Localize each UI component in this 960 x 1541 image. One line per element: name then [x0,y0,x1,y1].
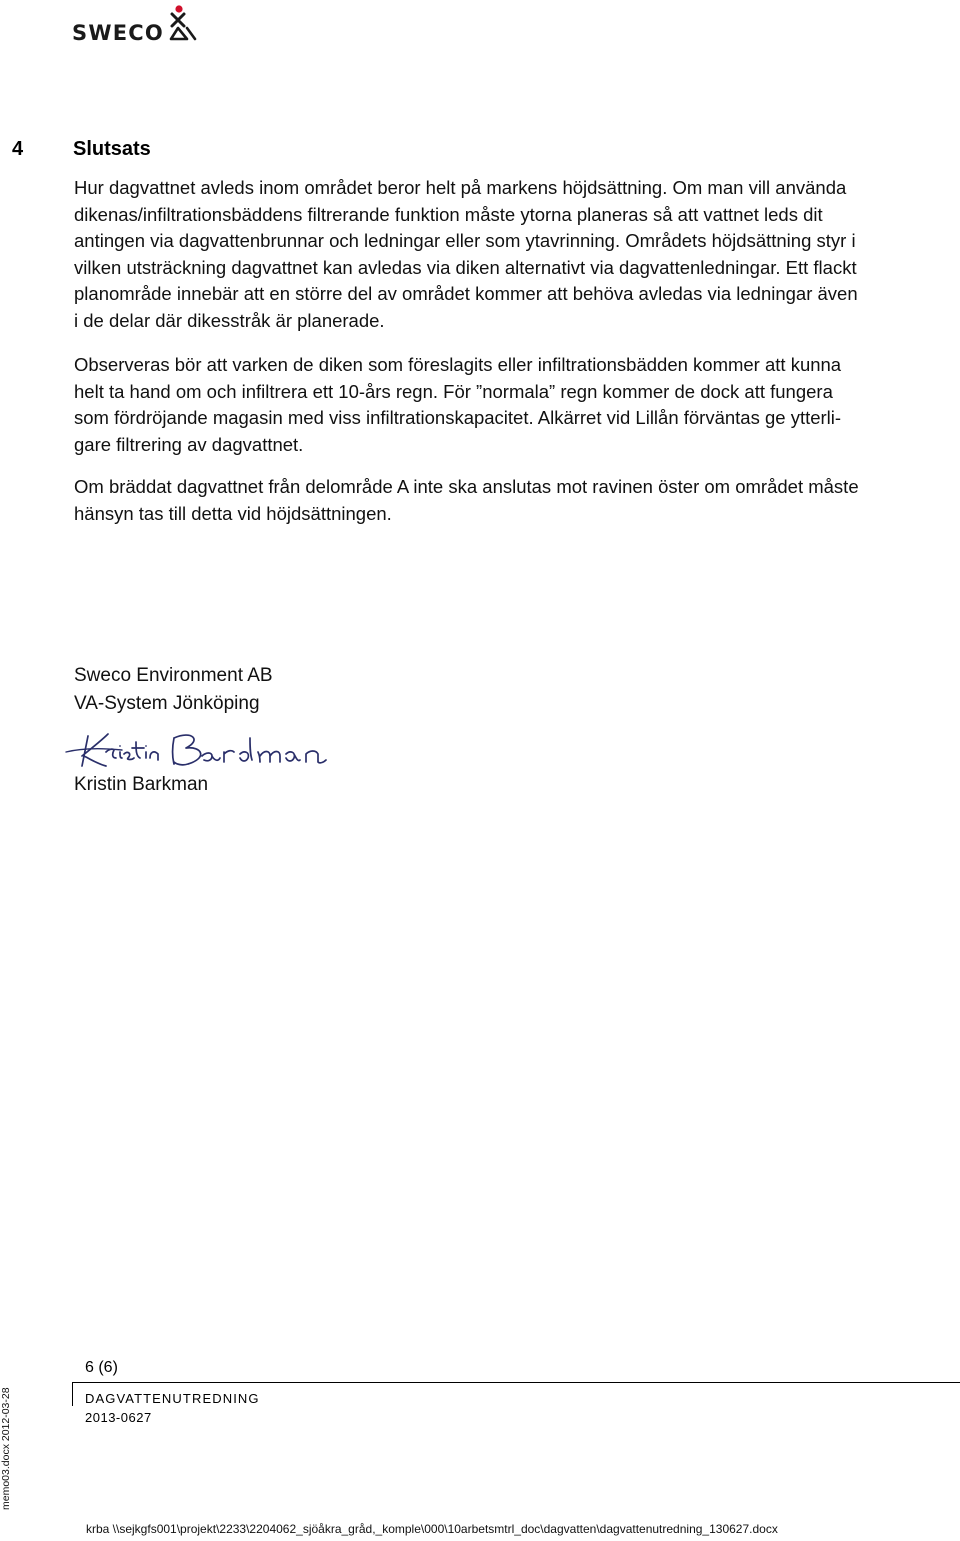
paragraph-line: hänsyn tas till detta vid höjdsättningen. [74,502,392,524]
sweco-logo [72,4,202,46]
paragraph-line: i de delar där dikesstråk är planerade. [74,309,385,331]
document-date: 2013-0627 [85,1410,152,1425]
signoff-block [74,662,273,718]
file-path: krba \\sejkgfs001\projekt\2233\2204062_sjöåkra_gråd,_komple\000\10arbetsmtrl_doc\dagvatten\dagvattenutredning_130627.docx [86,1522,778,1536]
section-heading [12,136,151,162]
document-type: DAGVATTENUTREDNING [85,1391,260,1406]
paragraph-line: dikenas/infiltrationsbäddens filtrerande funktion måste ytorna planeras så att vattnet leds dit [74,203,823,225]
footer-rule [72,1382,960,1383]
paragraph-line: som fördröjande magasin med viss infiltrationskapacitet. Alkärret vid Lillån förväntas ge ytterli- [74,407,842,429]
logo-text: SWECO [72,21,164,45]
paragraph-line: planområde innebär att en större del av området kommer att behöva avledas via ledningar även [74,283,858,305]
signer-name: Kristin Barkman [74,774,209,795]
paragraph-line: Hur dagvattnet avleds inom området beror helt på markens höjdsättning. Om man vill använda [74,177,847,198]
paragraph-line: antingen via dagvattenbrunnar och ledningar eller som ytavrinning. Områdets höjdsättning styr i [74,230,856,252]
template-label: memo03.docx 2012-03-28 [0,1387,12,1510]
paragraph-3 [74,474,960,527]
paragraph-1 [74,175,960,335]
company-name: Sweco Environment AB [74,665,273,686]
paragraph-line: gare filtrering av dagvattnet. [74,433,304,455]
paragraph-line: vilken utsträckning dagvattnet kan avledas via diken alternativt via dagvattenledningar. Ett flackt [74,256,857,278]
section-number: 4 [12,138,24,160]
page-number: 6 (6) [85,1359,118,1376]
section-title: Slutsats [73,138,151,160]
footer-rule-tick [72,1382,73,1406]
paragraph-line: Observeras bör att varken de diken som föreslagits eller infiltrationsbädden kommer att kunna [74,354,842,375]
paragraph-2 [74,352,960,458]
sweco-mark-icon [169,4,203,44]
paragraph-line: Om bräddat dagvattnet från delområde A inte ska anslutas mot ravinen öster om området måste [74,476,859,497]
handwritten-signature [62,726,328,774]
department-name: VA-System Jönköping [74,693,260,714]
paragraph-line: helt ta hand om och infiltrera ett 10-års regn. För ”normala” regn kommer de dock att fungera [74,380,833,402]
